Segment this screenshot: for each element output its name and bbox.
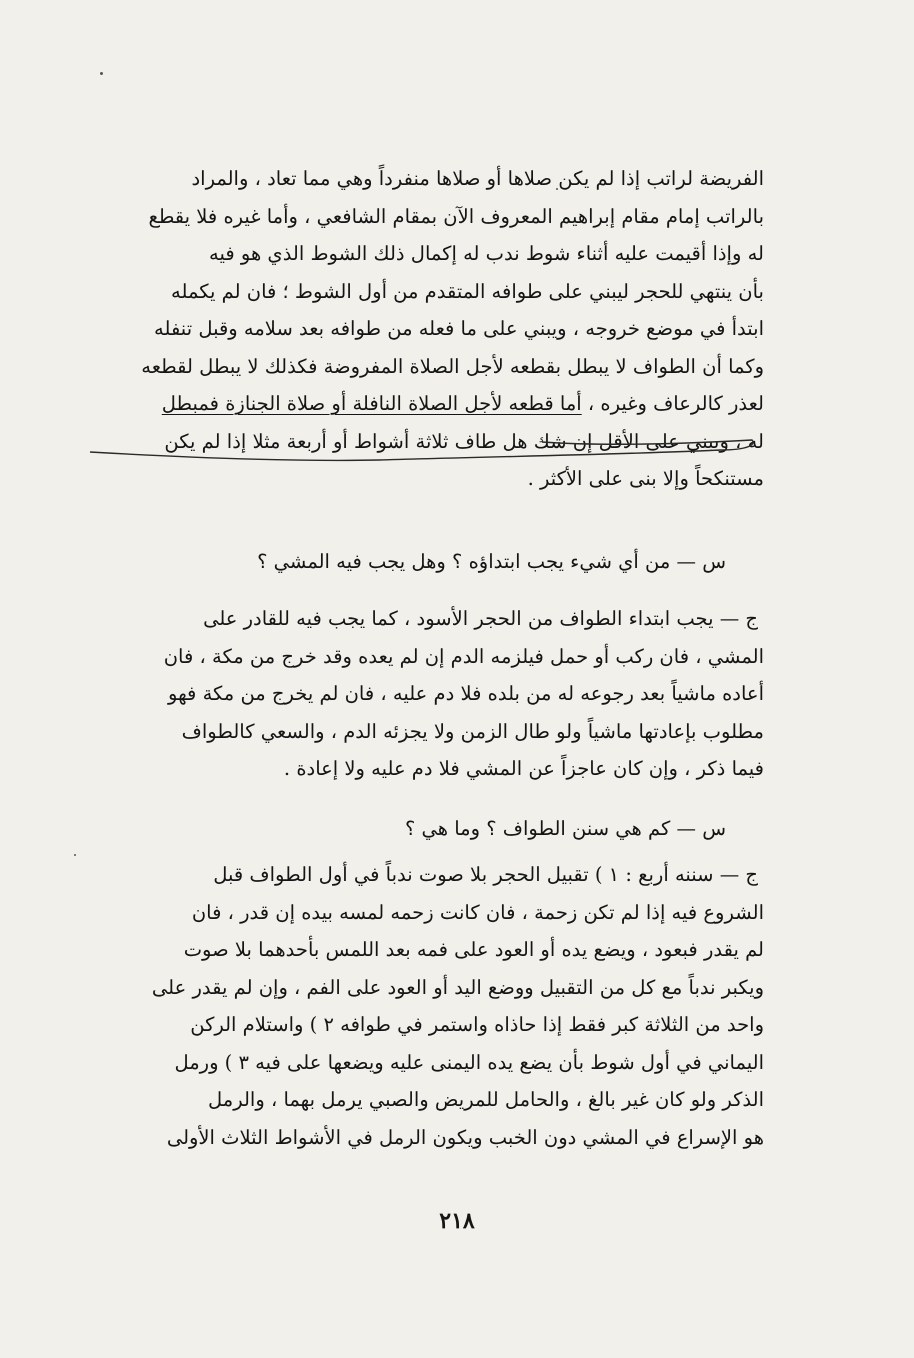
text-line: بأن ينتهي للحجر ليبني على طوافه المتقدم من أول الشوط ؛ فان لم يكمله (171, 279, 764, 303)
text-line: ابتدأ في موضع خروجه ، ويبني على ما فعله من طوافه بعد سلامه وقبل تنفله (154, 317, 764, 340)
text-line: ج — يجب ابتداء الطواف من الحجر الأسود ، كما يجب فيه للقادر على (203, 607, 758, 630)
text-line: وكما أن الطواف لا يبطل بقطعه لأجل الصلاة المفروضة فكذلك لا يبطل لقطعه (141, 354, 764, 378)
text-line: أعاده ماشياً بعد رجوعه له من بلده فلا دم عليه ، فان لم يخرج من مكة فهو (168, 682, 764, 705)
text-line: بالراتب إمام مقام إبراهيم المعروف الآن بمقام الشافعي ، وأما غيره فلا يقطع (148, 204, 764, 228)
text-line: ج — سننه أربع : ١ ) تقبيل الحجر بلا صوت ندباً في أول الطواف قبل (213, 863, 758, 886)
question-2 (88, 810, 764, 848)
scan-speck (100, 72, 103, 75)
scan-speck (74, 854, 76, 856)
text-line: هو الإسراع في المشي دون الخبب ويكون الرمل في الأشواط الثلاث الأولى (166, 1125, 764, 1149)
page-number: ٢١٨ (439, 1208, 475, 1234)
text-line: واحد من الثلاثة كبر فقط إذا حاذاه واستمر في طوافه ٢ ) واستلام الركن (190, 1013, 764, 1036)
question-1 (88, 543, 764, 581)
question-text: س — من أي شيء يجب ابتداؤه ؟ وهل يجب فيه المشي ؟ (257, 550, 726, 573)
text-line: المشي ، فان ركب أو حمل فيلزمه الدم إن لم يعده وقد خرج من مكة ، فان (163, 644, 764, 668)
text-line: ويكبر ندباً مع كل من التقبيل ووضع اليد أو العود على الفم ، وإن لم يقدر على (151, 975, 764, 999)
text-line: لم يقدر فبعود ، ويضع يده أو العود على فمه بعد اللمس بأحدهما بلا صوت (183, 938, 764, 961)
text-line: اليماني في أول شوط بأن يضع يده اليمنى عليه ويضعها على فيه ٣ ) ورمل (174, 1050, 764, 1074)
text-line: الفريضة لراتب إذا لم يكن صلاها أو صلاها منفرداً وهي مما تعاد ، والمراد (191, 167, 764, 190)
answer-2 (88, 856, 764, 1156)
text-line: مستنكحاً وإلا بنى على الأكثر . (527, 467, 764, 490)
text-line: الشروع فيه إذا لم تكن زحمة ، فان كانت زحمه لمسه بيده إن قدر ، فان (191, 900, 764, 924)
answer-1 (88, 600, 764, 788)
text-line: له ، ويبني على الأقل إن شك هل طاف ثلاثة أشواط أو أربعة مثلا إذا لم يكن (164, 429, 764, 453)
text-line-with-underline (88, 385, 764, 423)
line-start-text: لعذر كالرعاف وغيره ، (581, 392, 764, 415)
paragraph-1 (88, 160, 764, 498)
text-line: الذكر ولو كان غير بالغ ، والحامل للمريض والصبي يرمل بهما ، والرمل (208, 1088, 764, 1111)
handwritten-underlined-text: أما قطعه لأجل الصلاة النافلة أو صلاة الجنازة فمبطل (161, 392, 582, 415)
text-line: فيما ذكر ، وإن كان عاجزاً عن المشي فلا دم عليه ولا إعادة . (283, 757, 764, 780)
text-line: له وإذا أقيمت عليه أثناء شوط ندب له إكمال ذلك الشوط الذي هو فيه (209, 242, 764, 265)
question-text: س — كم هي سنن الطواف ؟ وما هي ؟ (404, 817, 726, 840)
text-line: مطلوب بإعادتها ماشياً ولو طال الزمن ولا يجزئه الدم ، والسعي كالطواف (181, 719, 764, 743)
